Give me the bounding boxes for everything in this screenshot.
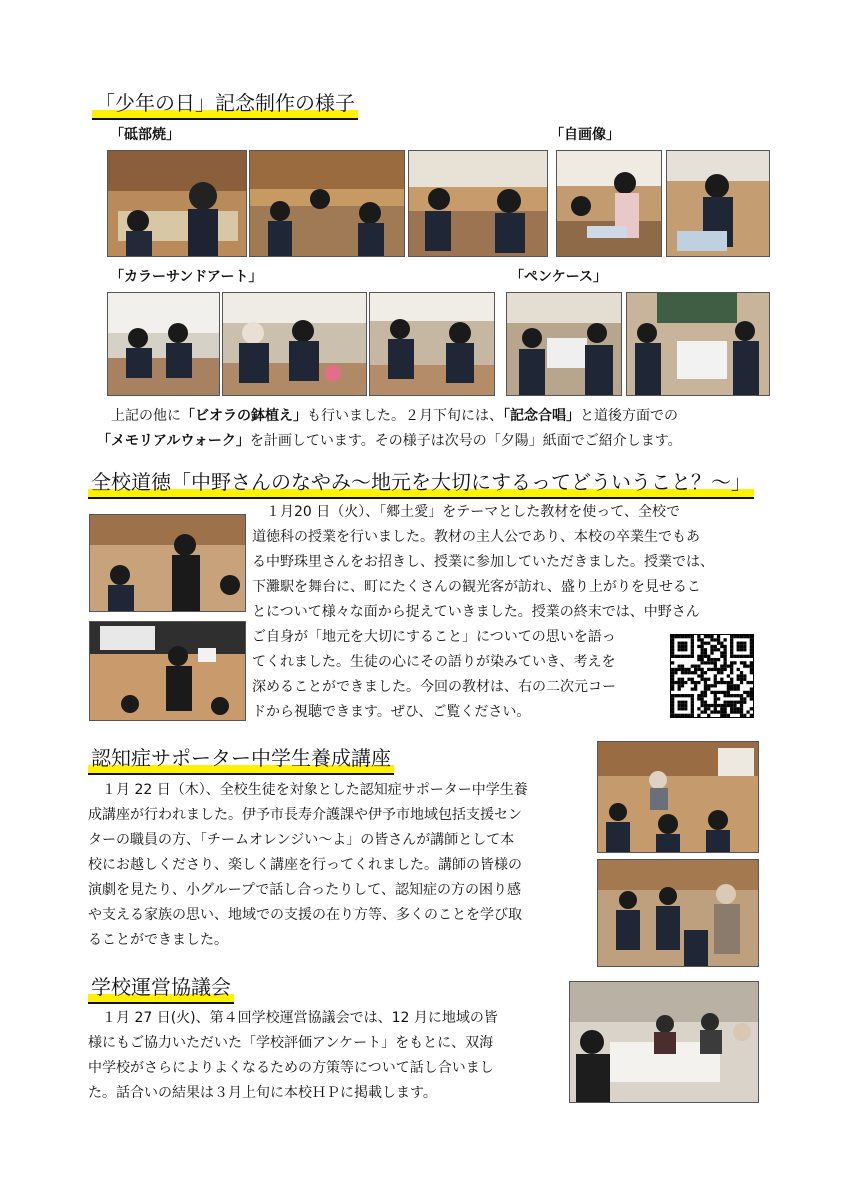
section3-line: 演劇を見たり、小グループで話し合ったりして、認知症の方の困り感 (88, 882, 522, 898)
section4-line: 中学校がさらによりよくなるための方策等について話し合いまし (88, 1060, 494, 1076)
photo-sandart-1 (107, 292, 220, 396)
photo-sandart-3 (369, 292, 495, 396)
section2-line: 道徳科の授業を行いました。教材の主人公であり、本校の卒業生でもあ (252, 529, 700, 545)
photo-pottery-3 (408, 150, 548, 257)
section1-paragraph (97, 404, 777, 454)
section-heading-dementia-supporter: 認知症サポーター中学生養成講座 (88, 743, 394, 775)
section2-line: とについて様々な面から捉えていきました。授業の終末では、中野さん (252, 604, 700, 620)
section3-line: 校にお越しくださり、楽しく講座を行ってくれました。講師の皆様の (88, 857, 522, 873)
para-text: を計画しています。その様子は次号の「夕陽」紙面でご紹介します。 (249, 433, 682, 449)
photo-sandart-2 (222, 292, 367, 396)
bold-viola: 「ビオラの鉢植え」 (181, 408, 307, 424)
section3-line: ターの職員の方、「チームオレンジい～よ」の皆さんが講師として本 (88, 832, 515, 848)
section2-line: ドから視聴できます。ぜひ、ご覧ください。 (252, 704, 531, 720)
bold-memorial-walk: 「メモリアルウォーク」 (97, 433, 250, 449)
section2-line: ご自身が「地元を大切にすること」についての思いを語っ (252, 629, 616, 645)
section3-line: 成講座が行われました。伊予市長寿介護課や伊予市地域包括支援セン (88, 807, 522, 823)
section-heading-moral-class: 全校道徳「中野さんのなやみ～地元を大切にするってどういうこと？～」 (88, 467, 754, 499)
section2-line: てくれました。生徒の心にその語りが染みていき、考えを (252, 654, 616, 670)
photo-pencase-1 (506, 292, 622, 396)
section3-line: １月 22 日（木）、全校生徒を対象とした認知症サポーター中学生養 (102, 782, 528, 798)
section-heading-shonen-no-hi: 「少年の日」記念制作の様子 (92, 88, 358, 120)
para-text: と道後方面での (580, 408, 678, 424)
section4-line: 様にもご協力いただいた「学校評価アンケート」をもとに、双海 (88, 1035, 494, 1051)
section4-line: １月 27 日(火)、第４回学校運営協議会では、12 月に地域の皆 (102, 1010, 498, 1026)
label-sandart: 「カラーサンドアート」 (110, 269, 263, 285)
section4-paragraph (88, 1006, 558, 1106)
section3-line: や支える家族の思い、地域での支援の在り方等、多くのことを学び取 (88, 907, 522, 923)
section2-line: １月20 日（火）、「郷土愛」をテーマとした教材を使って、全校で (266, 504, 680, 520)
section2-line: 下灘駅を舞台に、町にたくさんの観光客が訪れ、盛り上がりを見せるこ (252, 579, 701, 595)
section2-line: 深めることができました。今回の教材は、右の二次元コー (252, 679, 616, 695)
para-text: も行いました。２月下旬には、 (307, 408, 503, 424)
bold-kinen-gassho: 「記念合唱」 (503, 408, 580, 424)
section4-line: た。話合いの結果は３月上旬に本校ＨＰに掲載します。 (88, 1085, 437, 1101)
photo-dementia-1 (597, 741, 759, 853)
photo-school-council (569, 981, 759, 1103)
label-pencase: 「ペンケース」 (510, 269, 608, 285)
qr-code[interactable] (670, 634, 754, 718)
section-heading-school-council: 学校運営協議会 (88, 972, 234, 1004)
section3-line: ることができました。 (88, 932, 228, 948)
label-portrait: 「自画像」 (550, 127, 620, 143)
photo-pencase-2 (626, 292, 770, 396)
photo-dementia-2 (597, 859, 759, 967)
photo-pottery-1 (107, 150, 247, 257)
label-pottery: 「砥部焼」 (110, 127, 180, 143)
photo-moral-1 (89, 514, 246, 612)
para-text: 上記の他に (111, 408, 181, 424)
photo-moral-2 (89, 621, 246, 721)
photo-portrait-2 (666, 150, 770, 257)
section3-paragraph (88, 778, 588, 953)
section2-line: る中野珠里さんをお招きし、授業に参加していただきました。授業では、 (252, 554, 714, 570)
photo-pottery-2 (249, 150, 405, 257)
photo-portrait-1 (556, 150, 662, 257)
